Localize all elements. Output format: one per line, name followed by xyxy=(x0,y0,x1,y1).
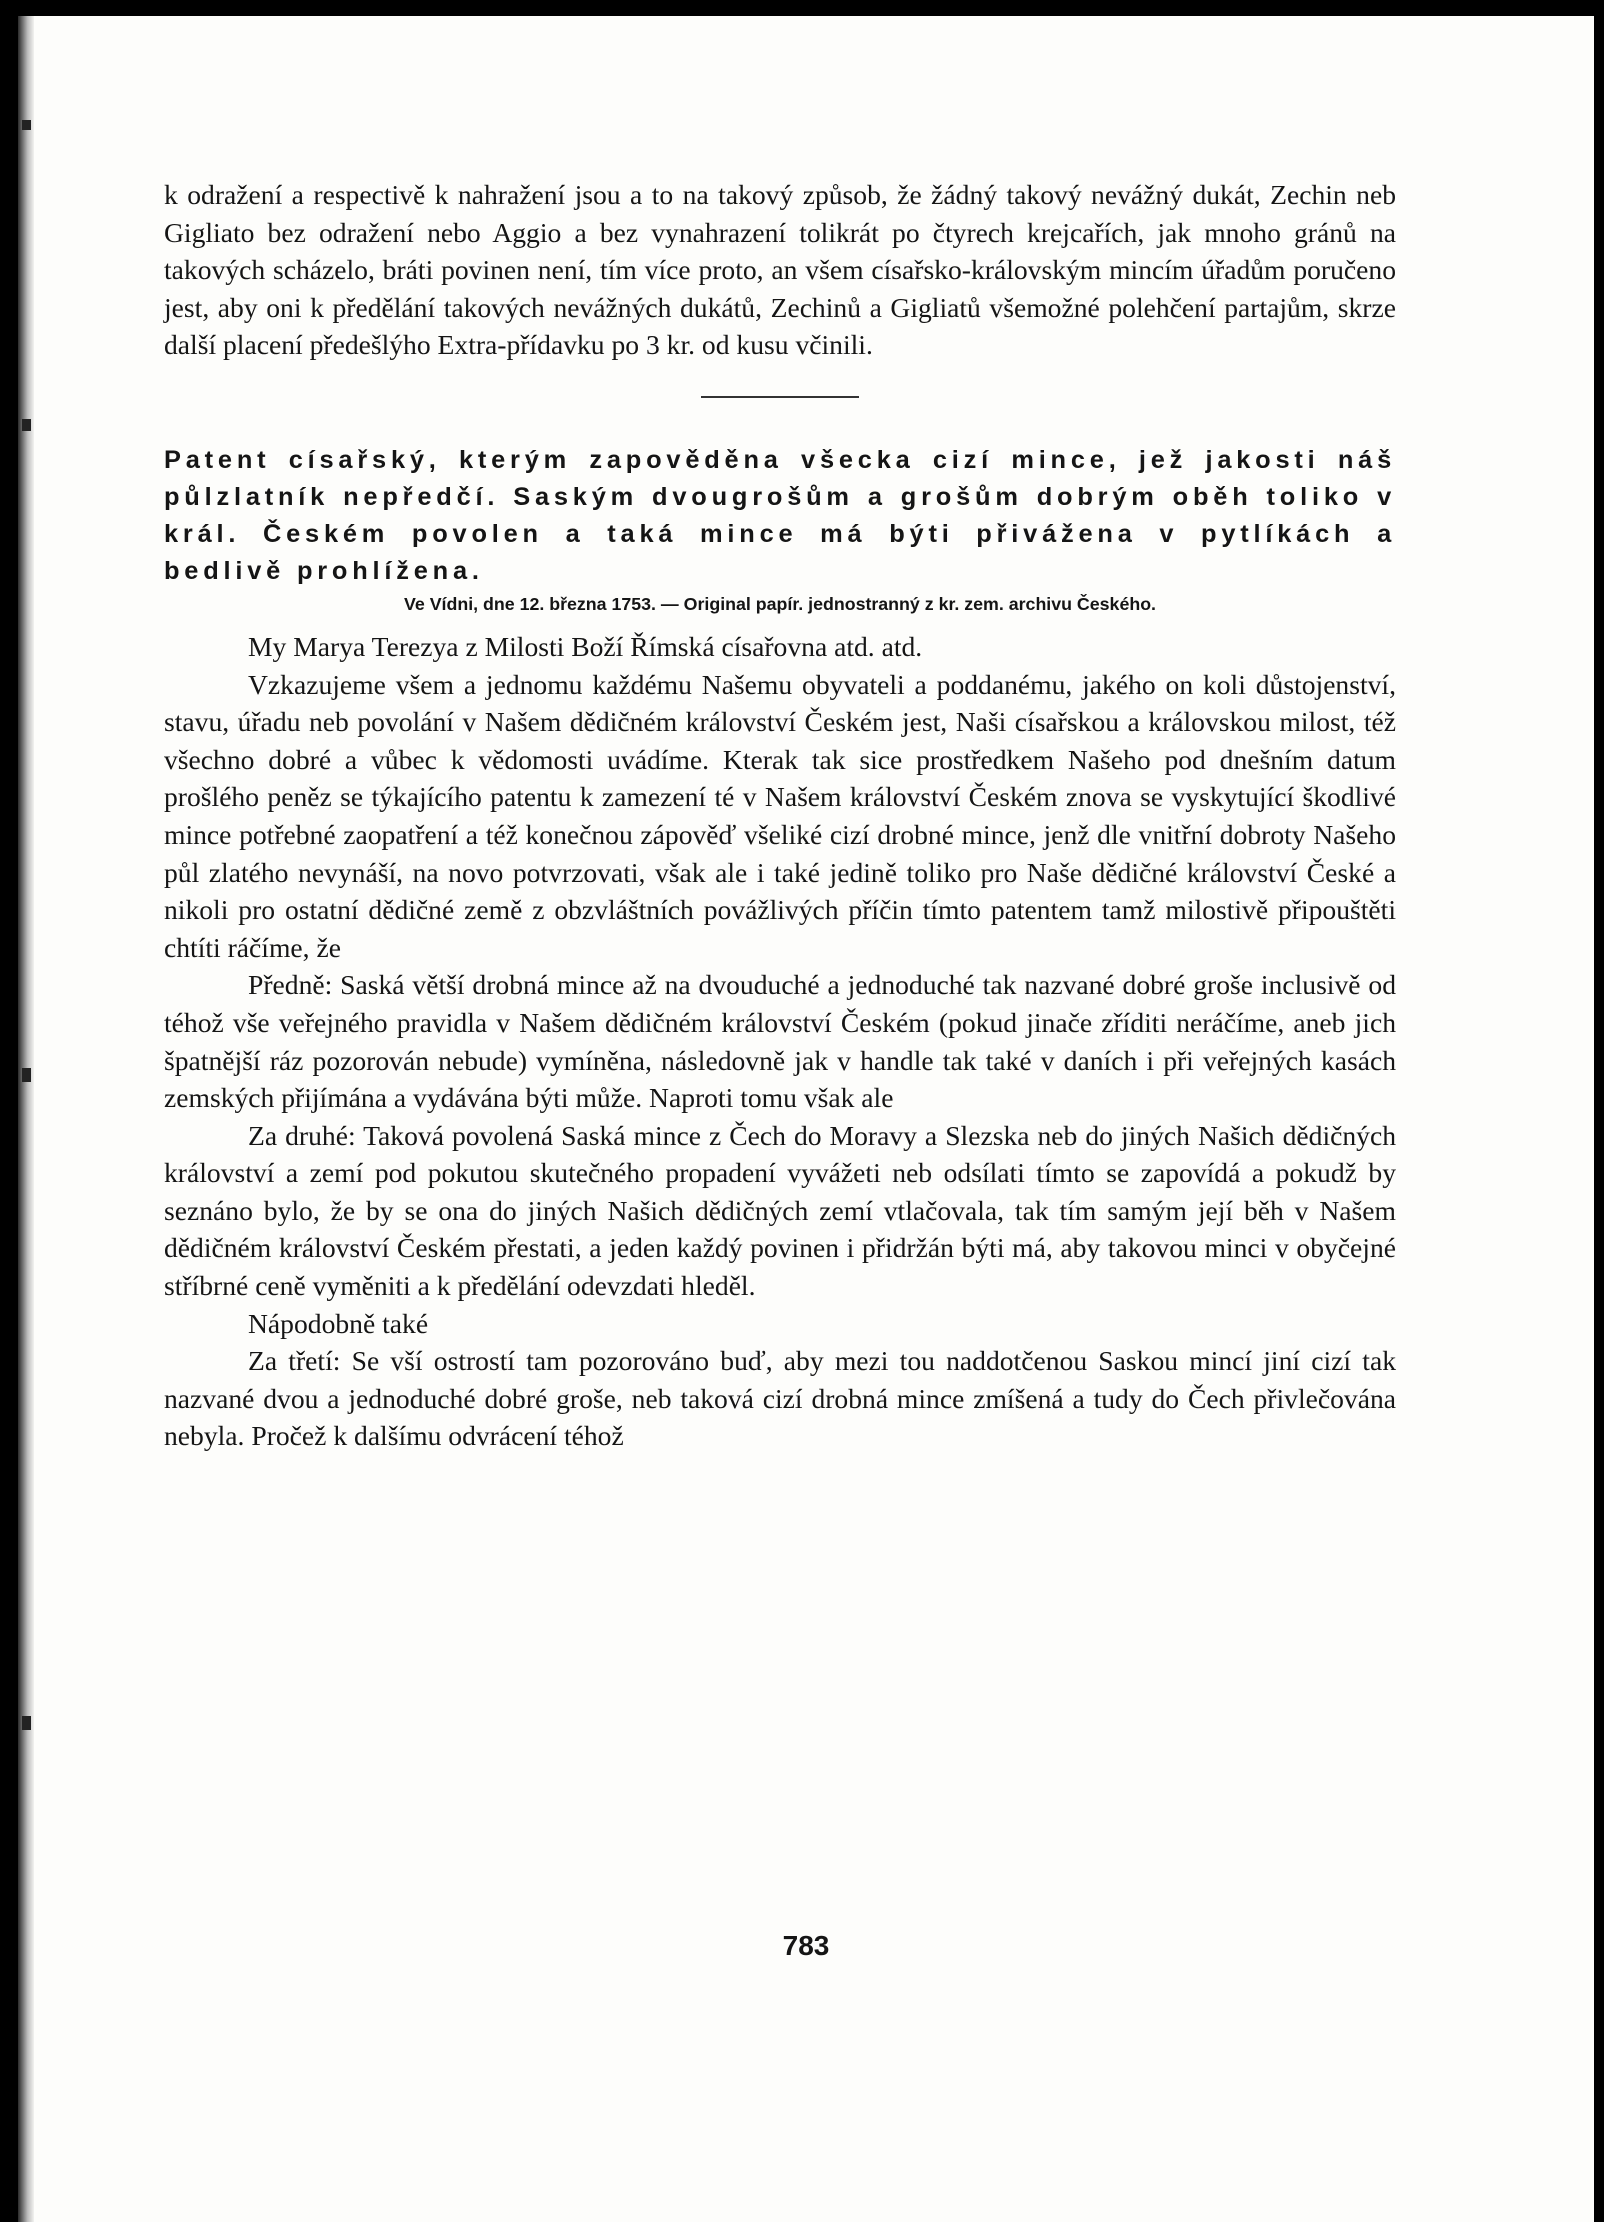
body-paragraph: Za třetí: Se vší ostrostí tam pozorováno buď, aby mezi tou naddotčenou Saskou mincí jiní cizí tak nazvané dvou a jednoduché dobré groše, neb taková cizí drobná mince zmíšená a tudy do Čech přivlečována nebyla. Pročež k dalšímu odvrácení téhož xyxy=(164,1345,1396,1452)
binding-mark xyxy=(22,120,31,130)
binding-mark xyxy=(22,419,31,431)
source-line: Ve Vídni, dne 12. března 1753. — Original papír. jednostranný z kr. zem. archivu Českého. xyxy=(403,593,1156,614)
body-paragraph: Za druhé: Taková povolená Saská mince z Čech do Moravy a Slezska neb do jiných Našich dědičných království a zemí pod pokutou skutečného propadení vyvážeti neb odsílati tímto se zapovídá a pokudž by seznáno bylo, že by se ona do jiných Našich dědičných zemí vtlačovala, tak tím samým její běh v Našem dědičném království Českém přestati, a jeden každý povinen i přidržán býti má, aby takovou minci v obyčejné stříbrné ceně vyměniti a k předělání odevzdati hleděl. xyxy=(164,1119,1396,1302)
page-number: 783 xyxy=(782,1930,830,1961)
document-page xyxy=(18,16,1594,2222)
patent-heading: Patent císařský, kterým zapověděna všecka cizí mince, jež jakosti náš půlzlatník nepředčí. Saským dvougrošům a grošům dobrým oběh toliko v král. Českém povolen a taká mince má býti přivážena v pytlíkách a bedlivě prohlížena. xyxy=(164,445,1396,585)
continuation-paragraph: k odražení a respectivě k nahražení jsou a to na takový způsob, že žádný takový nevážný dukát, Zechin neb Gigliato bez odražení nebo Aggio a bez vynahrazení tolikrát po čtyrech krejcařích, jak mnoho gránů na takových scházelo, bráti povinen není, tím více proto, an všem císařsko-královským mincím úřadům poručeno jest, aby oni k předělání takových nevážných dukátů, Zechinů a Gigliatů všemožné polehčení partajům, skrze další placení předešlýho Extra-přídavku po 3 kr. od kusu včinili. xyxy=(164,179,1396,361)
salutation-line: My Marya Terezya z Milosti Boží Římská císařovna atd. atd. xyxy=(248,630,923,662)
binding-mark xyxy=(22,1068,31,1082)
body-paragraph: Vzkazujeme všem a jednomu každému Našemu obyvateli a poddanému, jakého on koli důstojenství, stavu, úřadu neb povolání v Našem dědičném království Českém jest, Naši císařskou a královskou milost, též všechno dobré a vůbec k vědomosti uvádíme. Kterak tak sice prostředkem Našeho pod dnešním datum prošlého peněz se týkajícího patentu k zamezení té v Našem království Českém znova se vyskytující škodlivé mince potřebné zaopatření a též konečnou zápověď všeliké cizí drobné mince, jenž dle vnitřní dobroty Našeho půl zlatého nevynáší, na novo potvrzovati, však ale i také jedině toliko pro Naše dědičné království České a nikoli pro ostatní dědičné země z obzvláštních povážlivých příčin tímto patentem tamž milostivě připouštěti chtíti ráčíme, že xyxy=(164,668,1396,963)
page-content xyxy=(164,176,1396,1455)
book-binding-edge xyxy=(18,16,34,2222)
body-paragraph: Nápodobně také xyxy=(248,1307,429,1339)
body-paragraph: Předně: Saská větší drobná mince až na dvouduché a jednoduché tak nazvané dobré groše inclusivě od téhož vše veřejného pravidla v Našem dědičném království Českém (pokud jinače zříditi neráčíme, aneb jich špatnější ráz pozorován nebude) vymíněna, následovně jak v handle tak také v daních i při veřejných kasách zemských přijímána a vydávána býti může. Naproti tomu však ale xyxy=(164,969,1396,1114)
section-separator xyxy=(701,396,859,398)
binding-mark xyxy=(22,1716,31,1730)
